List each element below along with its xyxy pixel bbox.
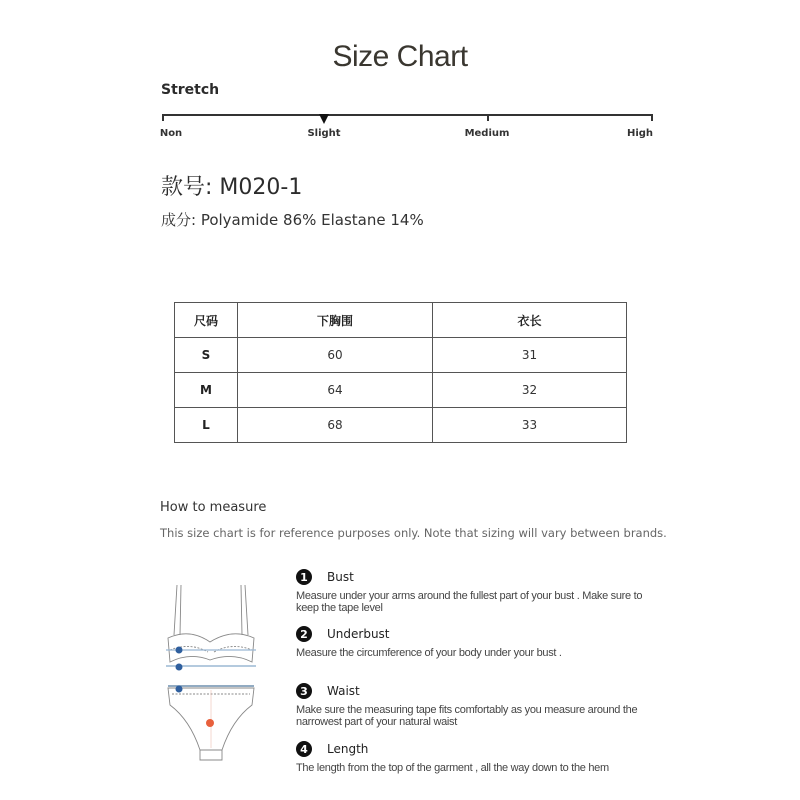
measure-step-length — [296, 740, 656, 775]
step-description: Measure the circumference of your body under your bust . — [296, 647, 562, 659]
number-1-icon: 1 — [296, 569, 312, 585]
step-description: Measure under your arms around the fullest part of your bust . Make sure to keep the tape level — [296, 590, 643, 614]
scale-tick-non — [162, 114, 164, 121]
step-label: Waist — [327, 684, 360, 698]
size-cell: M — [175, 373, 238, 408]
table-row — [175, 408, 627, 443]
size-table — [174, 302, 627, 443]
number-2-icon: 2 — [296, 626, 312, 642]
step-description: Make sure the measuring tape fits comfortably as you measure around the narrowest part of your natural waist — [296, 704, 638, 728]
table-row — [175, 338, 627, 373]
length-cell: 31 — [433, 338, 627, 373]
table-header-row — [175, 303, 627, 338]
stretch-label: Stretch — [161, 82, 220, 98]
number-3-icon: 3 — [296, 683, 312, 699]
underbust-cell: 68 — [238, 408, 433, 443]
how-to-measure-title: How to measure — [160, 500, 267, 515]
fabric-composition: 成分: Polyamide 86% Elastane 14% — [161, 211, 424, 229]
model-number: 款号: M020-1 — [161, 175, 303, 200]
underbust-cell: 60 — [238, 338, 433, 373]
table-row — [175, 373, 627, 408]
step-description: The length from the top of the garment , all the way down to the hem — [296, 762, 609, 774]
scale-tick-medium — [487, 114, 489, 121]
measure-step-bust — [296, 568, 656, 614]
garment-illustration-icon — [160, 580, 260, 770]
page-title: Size Chart — [332, 40, 468, 73]
stretch-level-non: Non — [159, 128, 183, 139]
stretch-scale-line — [162, 114, 652, 116]
header-size: 尺码 — [175, 303, 238, 338]
length-cell: 33 — [433, 408, 627, 443]
size-cell: S — [175, 338, 238, 373]
stretch-level-high: High — [626, 128, 654, 139]
header-length: 衣长 — [433, 303, 627, 338]
stretch-level-slight: Slight — [307, 128, 341, 139]
stretch-pointer-icon — [319, 114, 329, 124]
length-cell: 32 — [433, 373, 627, 408]
step-label: Bust — [327, 570, 354, 584]
how-to-measure-note: This size chart is for reference purposes only. Note that sizing will vary between brands. — [160, 526, 667, 540]
number-4-icon: 4 — [296, 741, 312, 757]
measure-step-waist — [296, 682, 656, 728]
scale-tick-high — [651, 114, 653, 121]
stretch-level-medium: Medium — [464, 128, 510, 139]
step-label: Length — [327, 742, 369, 756]
header-underbust: 下胸围 — [238, 303, 433, 338]
size-cell: L — [175, 408, 238, 443]
step-label: Underbust — [327, 627, 390, 641]
measure-step-underbust — [296, 625, 656, 660]
underbust-cell: 64 — [238, 373, 433, 408]
